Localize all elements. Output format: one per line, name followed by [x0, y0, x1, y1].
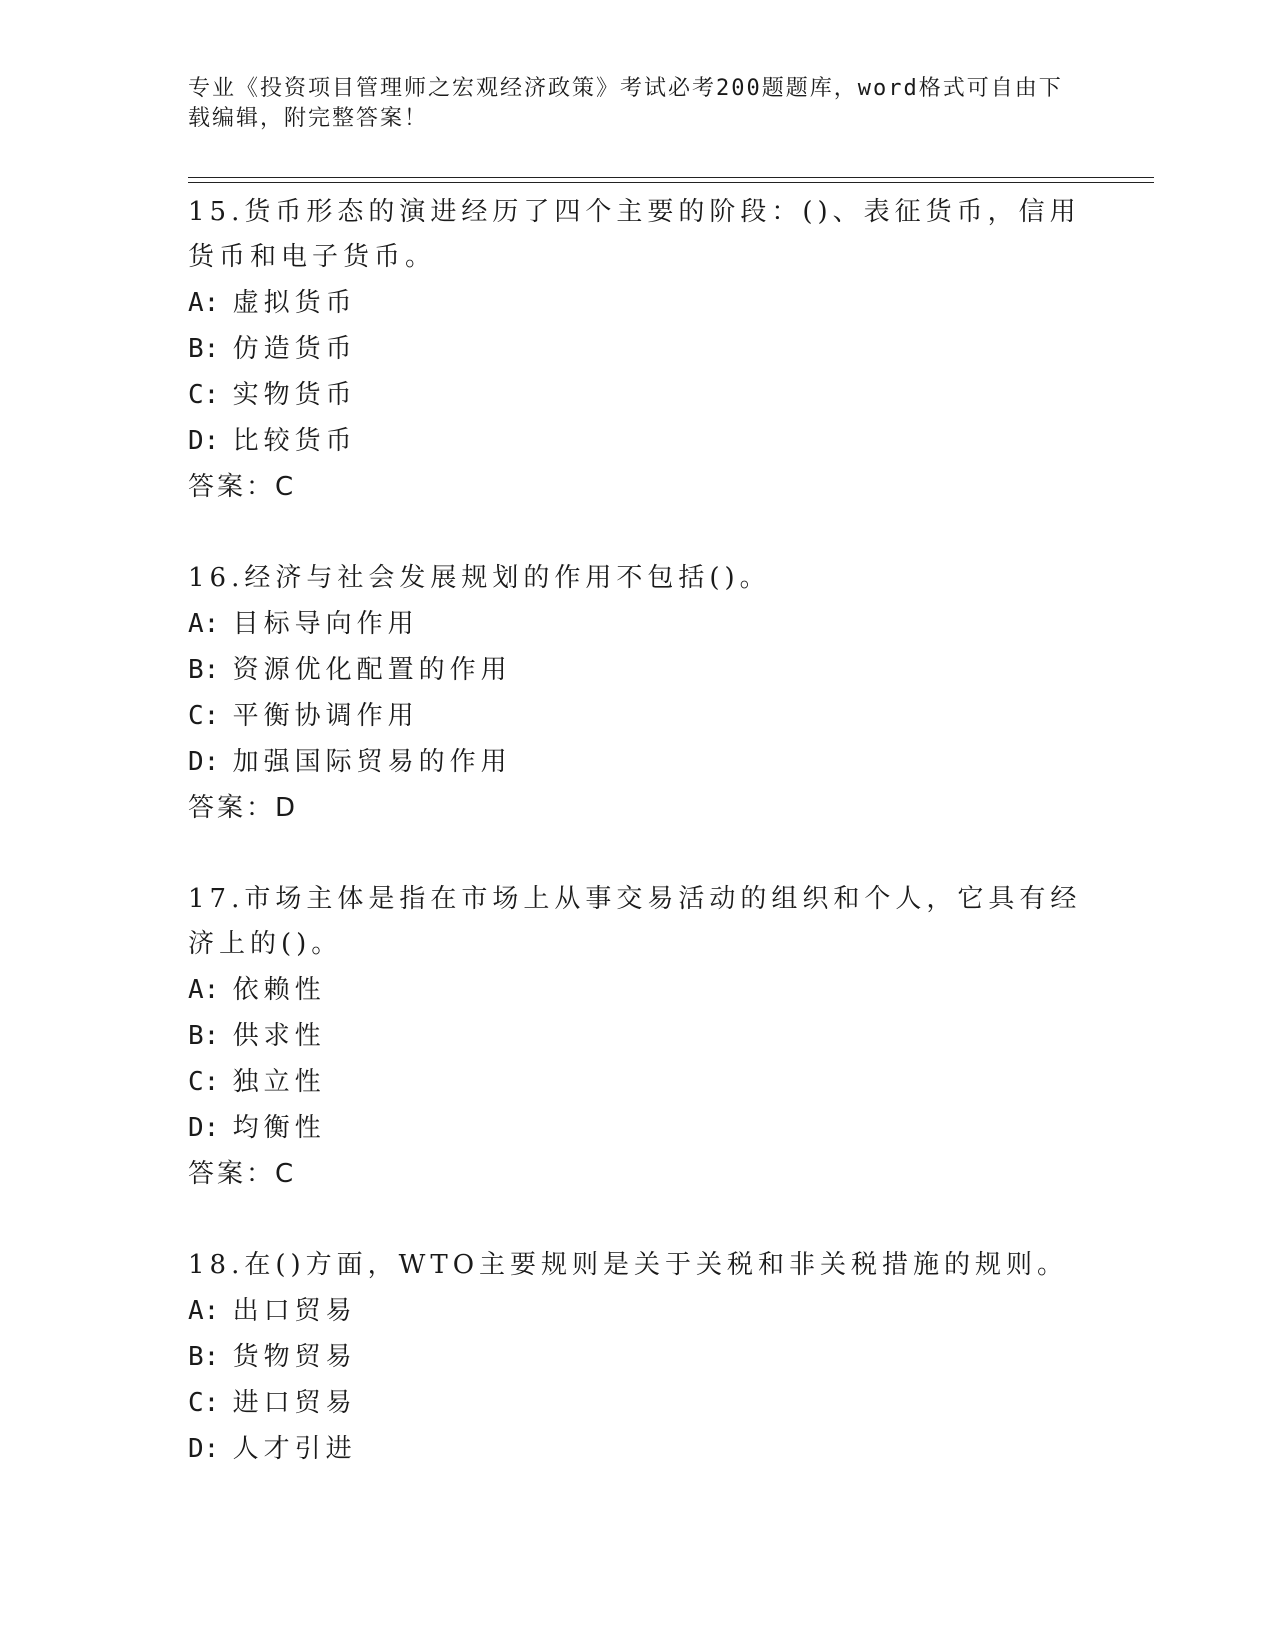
option-text: 进口贸易 — [232, 1388, 357, 1418]
option-text: 资源优化配置的作用 — [232, 655, 512, 685]
option-d — [188, 739, 1088, 785]
option-letter: B: — [188, 1342, 220, 1372]
option-text: 仿造货币 — [232, 334, 357, 364]
option-text: 独立性 — [232, 1067, 326, 1097]
option-text: 依赖性 — [232, 975, 326, 1005]
option-letter: A: — [188, 609, 220, 639]
option-text: 货物贸易 — [232, 1342, 357, 1372]
option-text: 平衡协调作用 — [232, 701, 419, 731]
option-letter: A: — [188, 288, 220, 318]
answer-line: 答案：C — [188, 472, 297, 502]
question-stem: 18.在()方面，WTO主要规则是关于关税和非关税措施的规则。 — [188, 1250, 1069, 1280]
option-letter: C: — [188, 1067, 220, 1097]
option-a — [188, 601, 1088, 647]
option-text: 人才引进 — [232, 1434, 357, 1464]
option-a — [188, 967, 1088, 1013]
option-letter: B: — [188, 655, 220, 685]
option-d — [188, 1105, 1088, 1151]
option-letter: A: — [188, 975, 220, 1005]
option-a — [188, 1288, 1088, 1334]
option-d — [188, 418, 1088, 464]
option-a — [188, 280, 1088, 326]
question-stem: 16.经济与社会发展规划的作用不包括()。 — [188, 563, 771, 593]
option-d — [188, 1426, 1088, 1472]
option-letter: C: — [188, 380, 220, 410]
option-b — [188, 326, 1088, 372]
option-c — [188, 372, 1088, 418]
question-list — [188, 190, 1088, 1518]
option-letter: B: — [188, 334, 220, 364]
option-text: 虚拟货币 — [232, 288, 357, 318]
option-letter: D: — [188, 1113, 220, 1143]
answer-line: 答案：D — [188, 793, 299, 823]
option-text: 均衡性 — [232, 1113, 326, 1143]
question-16 — [188, 556, 1088, 831]
option-c — [188, 1380, 1088, 1426]
option-letter: D: — [188, 1434, 220, 1464]
option-letter: C: — [188, 701, 220, 731]
question-stem: 15.货币形态的演进经历了四个主要的阶段：()、表征货币，信用货币和电子货币。 — [188, 197, 1081, 272]
option-text: 比较货币 — [232, 426, 357, 456]
option-c — [188, 1059, 1088, 1105]
question-17 — [188, 877, 1088, 1197]
question-15 — [188, 190, 1088, 510]
option-text: 目标导向作用 — [232, 609, 419, 639]
option-letter: D: — [188, 426, 220, 456]
option-letter: D: — [188, 747, 220, 777]
option-b — [188, 1013, 1088, 1059]
question-18 — [188, 1243, 1088, 1472]
answer-line: 答案：C — [188, 1159, 297, 1189]
document-header: 专业《投资项目管理师之宏观经济政策》考试必考200题题库，word格式可自由下载编辑，附完整答案！ — [188, 76, 1063, 131]
option-b — [188, 647, 1088, 693]
option-text: 实物货币 — [232, 380, 357, 410]
header-divider-top — [188, 177, 1154, 178]
option-letter: C: — [188, 1388, 220, 1418]
question-stem: 17.市场主体是指在市场上从事交易活动的组织和个人，它具有经济上的()。 — [188, 884, 1082, 959]
header-divider-bottom — [188, 182, 1154, 183]
option-c — [188, 693, 1088, 739]
option-letter: A: — [188, 1296, 220, 1326]
option-letter: B: — [188, 1021, 220, 1051]
option-text: 供求性 — [232, 1021, 326, 1051]
option-text: 出口贸易 — [232, 1296, 357, 1326]
option-text: 加强国际贸易的作用 — [232, 747, 512, 777]
option-b — [188, 1334, 1088, 1380]
